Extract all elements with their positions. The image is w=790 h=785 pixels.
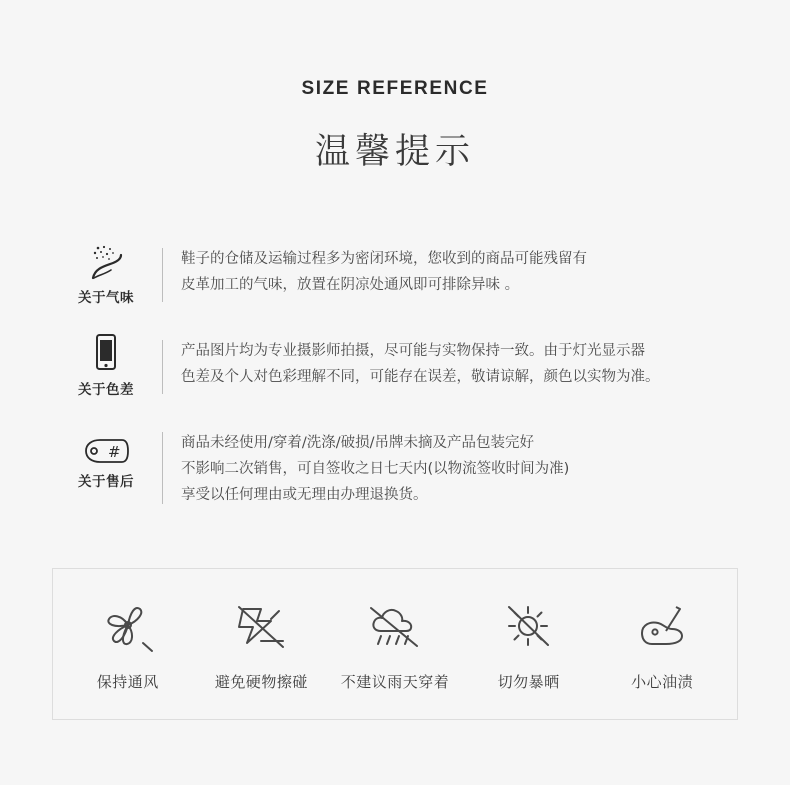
note-divider: [162, 432, 163, 504]
note-label: 关于气味: [78, 290, 134, 306]
note-line: 商品未经使用/穿着/洗涤/破损/吊牌未摘及产品包装完好: [181, 435, 535, 451]
care-tip-item: [328, 597, 462, 692]
note-divider: [162, 340, 163, 394]
care-tip-label: 不建议雨天穿着: [340, 672, 450, 691]
tag-icon: [52, 428, 160, 464]
phone-screen-icon: [52, 336, 160, 372]
note-text: [181, 336, 660, 390]
no-scratch-icon: [195, 597, 329, 657]
care-tips-list: [53, 569, 737, 719]
note-line: 产品图片均为专业摄影师拍摄，尽可能与实物保持一致。由于灯光显示器: [181, 343, 645, 359]
care-tip-item: [462, 597, 596, 692]
note-line: 皮革加工的气味，放置在阴凉处通风即可排除异味 。: [181, 277, 520, 293]
page-title-cn: 温馨提示: [314, 132, 475, 172]
note-divider: [162, 248, 163, 302]
note-line: 不影响二次销售，可自签收之日七天内(以物流签收时间为准): [181, 461, 570, 477]
care-tip-item: [195, 597, 329, 692]
note-label: 关于售后: [78, 474, 134, 490]
care-tip-label: 小心油渍: [631, 672, 694, 691]
note-row: [52, 336, 750, 398]
note-icon-column: [52, 336, 160, 398]
page-header: [0, 0, 790, 174]
care-tip-item: [595, 597, 729, 692]
oil-stain-icon: [595, 597, 729, 657]
fan-icon: [61, 597, 195, 657]
svg-text:#: #: [108, 443, 121, 461]
note-line: 色差及个人对色彩理解不同，可能存在误差，敬请谅解，颜色以实物为准。: [181, 369, 660, 385]
note-icon-column: [52, 244, 160, 306]
care-tip-label: 保持通风: [96, 672, 159, 691]
note-row: [52, 244, 750, 306]
note-icon-column: [52, 428, 160, 490]
no-sun-icon: [462, 597, 596, 657]
care-tip-label: 切勿暴晒: [497, 672, 560, 691]
note-text: [181, 428, 569, 508]
page-title-en: SIZE REFERENCE: [301, 78, 489, 99]
note-line: 享受以任何理由或无理由办理退换货。: [181, 487, 428, 503]
note-row: [52, 428, 750, 508]
note-label: 关于色差: [78, 382, 134, 398]
note-text: [181, 244, 587, 298]
care-tip-item: [61, 597, 195, 692]
note-line: 鞋子的仓储及运输过程多为密闭环境，您收到的商品可能残留有: [181, 251, 587, 267]
smell-icon: [52, 244, 160, 280]
care-tip-label: 避免硬物擦碰: [214, 672, 308, 691]
notes-section: [0, 244, 790, 508]
care-tips-box: [52, 568, 738, 720]
no-rain-icon: [328, 597, 462, 657]
